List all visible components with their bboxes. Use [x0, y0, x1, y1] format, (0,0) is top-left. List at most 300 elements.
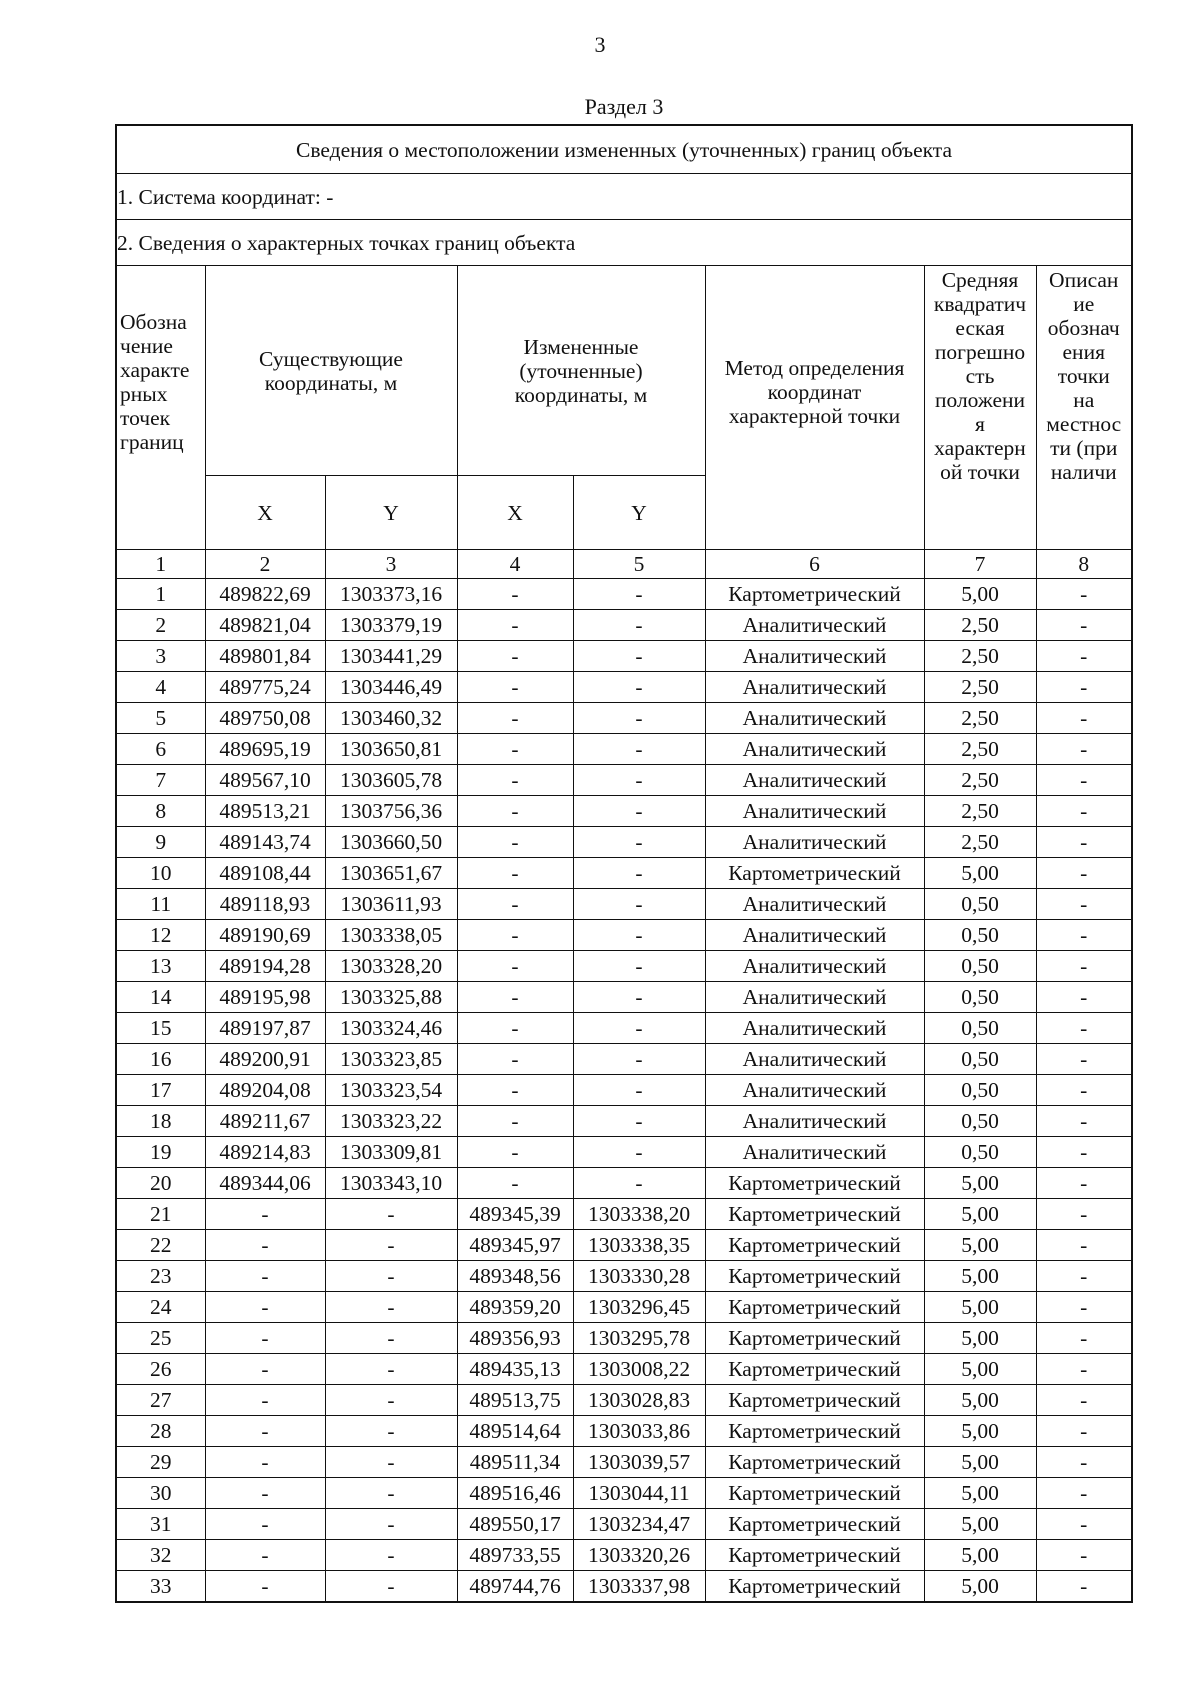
cell-method: Аналитический — [705, 951, 924, 982]
cell-point-number: 11 — [116, 889, 205, 920]
cell-changed-y: - — [573, 579, 705, 610]
cell-rms-error: 5,00 — [924, 1354, 1036, 1385]
header-line: (уточненные) — [519, 358, 643, 383]
cell-method: Аналитический — [705, 610, 924, 641]
cell-method: Картометрический — [705, 1509, 924, 1540]
cell-changed-y: - — [573, 610, 705, 641]
cell-changed-x: 489345,39 — [457, 1199, 573, 1230]
cell-existing-x: 489513,21 — [205, 796, 325, 827]
cell-point-number: 9 — [116, 827, 205, 858]
cell-point-number: 4 — [116, 672, 205, 703]
cell-description: - — [1036, 1571, 1132, 1603]
cell-rms-error: 5,00 — [924, 579, 1036, 610]
table-title: Сведения о местоположении измененных (уточненных) границ объекта — [116, 125, 1132, 174]
cell-existing-x: 489695,19 — [205, 734, 325, 765]
table-row — [116, 1137, 1132, 1168]
cell-rms-error: 0,50 — [924, 1106, 1036, 1137]
header-line: характе — [120, 358, 190, 382]
cell-point-number: 18 — [116, 1106, 205, 1137]
cell-changed-y: - — [573, 734, 705, 765]
cell-point-number: 27 — [116, 1385, 205, 1416]
cell-existing-x: 489775,24 — [205, 672, 325, 703]
table-row — [116, 610, 1132, 641]
cell-changed-x: - — [457, 1013, 573, 1044]
cell-point-number: 7 — [116, 765, 205, 796]
cell-method: Аналитический — [705, 1106, 924, 1137]
cell-method: Картометрический — [705, 1230, 924, 1261]
column-number: 7 — [924, 550, 1036, 579]
cell-description: - — [1036, 1199, 1132, 1230]
cell-changed-y: - — [573, 827, 705, 858]
cell-point-number: 33 — [116, 1571, 205, 1603]
cell-existing-y: 1303309,81 — [325, 1137, 457, 1168]
cell-changed-y: 1303330,28 — [573, 1261, 705, 1292]
cell-point-number: 6 — [116, 734, 205, 765]
cell-description: - — [1036, 641, 1132, 672]
cell-method: Аналитический — [705, 827, 924, 858]
cell-changed-y: - — [573, 1106, 705, 1137]
cell-changed-y: - — [573, 982, 705, 1013]
cell-existing-x: - — [205, 1478, 325, 1509]
header-line: положени — [934, 388, 1026, 412]
table-row — [116, 1075, 1132, 1106]
cell-existing-y: 1303323,85 — [325, 1044, 457, 1075]
table-row — [116, 982, 1132, 1013]
header-rms-error — [924, 266, 1036, 550]
cell-changed-y: 1303295,78 — [573, 1323, 705, 1354]
cell-rms-error: 2,50 — [924, 827, 1036, 858]
cell-changed-x: - — [457, 672, 573, 703]
cell-existing-x: - — [205, 1261, 325, 1292]
header-line: я — [975, 412, 985, 436]
cell-description: - — [1036, 579, 1132, 610]
cell-description: - — [1036, 1540, 1132, 1571]
header-line: рных — [120, 382, 168, 406]
cell-description: - — [1036, 1230, 1132, 1261]
cell-existing-y: - — [325, 1509, 457, 1540]
cell-changed-x: - — [457, 734, 573, 765]
cell-rms-error: 0,50 — [924, 920, 1036, 951]
cell-method: Аналитический — [705, 1013, 924, 1044]
table-row — [116, 765, 1132, 796]
header-changed-x: X — [457, 476, 573, 550]
header-line: координаты, м — [514, 382, 648, 407]
cell-changed-x: - — [457, 827, 573, 858]
cell-method: Аналитический — [705, 734, 924, 765]
cell-point-number: 16 — [116, 1044, 205, 1075]
cell-point-number: 13 — [116, 951, 205, 982]
cell-existing-y: - — [325, 1416, 457, 1447]
table-row — [116, 1478, 1132, 1509]
cell-method: Аналитический — [705, 1044, 924, 1075]
header-description — [1036, 266, 1132, 550]
cell-changed-y: 1303008,22 — [573, 1354, 705, 1385]
table-row — [116, 889, 1132, 920]
cell-rms-error: 5,00 — [924, 858, 1036, 889]
cell-changed-y: - — [573, 858, 705, 889]
cell-rms-error: 0,50 — [924, 982, 1036, 1013]
cell-method: Картометрический — [705, 1168, 924, 1199]
cell-changed-x: 489345,97 — [457, 1230, 573, 1261]
header-line: точек — [120, 406, 171, 430]
cell-method: Аналитический — [705, 796, 924, 827]
cell-method: Картометрический — [705, 1261, 924, 1292]
table-row — [116, 1199, 1132, 1230]
cell-method: Картометрический — [705, 1540, 924, 1571]
column-number: 1 — [116, 550, 205, 579]
cell-rms-error: 2,50 — [924, 796, 1036, 827]
cell-existing-y: 1303323,54 — [325, 1075, 457, 1106]
header-line: сть — [965, 364, 995, 388]
header-line: местнос — [1046, 412, 1122, 436]
page-number: 3 — [594, 32, 606, 57]
cell-point-number: 32 — [116, 1540, 205, 1571]
cell-point-number: 29 — [116, 1447, 205, 1478]
cell-description: - — [1036, 734, 1132, 765]
cell-changed-y: - — [573, 1075, 705, 1106]
cell-point-number: 5 — [116, 703, 205, 734]
cell-existing-x: 489194,28 — [205, 951, 325, 982]
cell-description: - — [1036, 920, 1132, 951]
cell-point-number: 3 — [116, 641, 205, 672]
cell-description: - — [1036, 1478, 1132, 1509]
cell-method: Аналитический — [705, 920, 924, 951]
cell-rms-error: 2,50 — [924, 610, 1036, 641]
cell-description: - — [1036, 1137, 1132, 1168]
cell-existing-x: - — [205, 1230, 325, 1261]
cell-rms-error: 5,00 — [924, 1385, 1036, 1416]
cell-method: Аналитический — [705, 1137, 924, 1168]
cell-existing-x: - — [205, 1354, 325, 1385]
cell-existing-x: 489211,67 — [205, 1106, 325, 1137]
cell-changed-x: 489516,46 — [457, 1478, 573, 1509]
cell-existing-y: - — [325, 1323, 457, 1354]
cell-rms-error: 5,00 — [924, 1447, 1036, 1478]
cell-changed-x: 489356,93 — [457, 1323, 573, 1354]
cell-existing-x: 489143,74 — [205, 827, 325, 858]
cell-changed-y: 1303296,45 — [573, 1292, 705, 1323]
cell-changed-x: - — [457, 1044, 573, 1075]
column-number: 8 — [1036, 550, 1132, 579]
cell-existing-y: 1303323,22 — [325, 1106, 457, 1137]
cell-description: - — [1036, 1509, 1132, 1540]
column-number: 3 — [325, 550, 457, 579]
table-row — [116, 1323, 1132, 1354]
cell-existing-y: 1303651,67 — [325, 858, 457, 889]
cell-description: - — [1036, 982, 1132, 1013]
cell-description: - — [1036, 858, 1132, 889]
cell-method: Картометрический — [705, 1478, 924, 1509]
cell-changed-y: 1303039,57 — [573, 1447, 705, 1478]
cell-method: Картометрический — [705, 1354, 924, 1385]
cell-rms-error: 0,50 — [924, 951, 1036, 982]
cell-method: Аналитический — [705, 765, 924, 796]
cell-point-number: 19 — [116, 1137, 205, 1168]
cell-point-number: 24 — [116, 1292, 205, 1323]
header-line: Обозна — [120, 310, 187, 334]
header-line: Описан — [1049, 268, 1119, 292]
header-line: ой точки — [940, 460, 1020, 484]
cell-method: Картометрический — [705, 1385, 924, 1416]
cell-point-number: 12 — [116, 920, 205, 951]
cell-description: - — [1036, 1385, 1132, 1416]
cell-rms-error: 0,50 — [924, 889, 1036, 920]
cell-changed-y: 1303234,47 — [573, 1509, 705, 1540]
column-number: 2 — [205, 550, 325, 579]
table-row — [116, 1509, 1132, 1540]
cell-changed-y: 1303337,98 — [573, 1571, 705, 1603]
table-row — [116, 641, 1132, 672]
cell-description: - — [1036, 827, 1132, 858]
header-existing-y: Y — [325, 476, 457, 550]
cell-existing-y: 1303441,29 — [325, 641, 457, 672]
cell-method: Картометрический — [705, 858, 924, 889]
cell-changed-x: 489513,75 — [457, 1385, 573, 1416]
cell-description: - — [1036, 1261, 1132, 1292]
cell-point-number: 31 — [116, 1509, 205, 1540]
cell-changed-x: - — [457, 1137, 573, 1168]
cell-changed-y: - — [573, 765, 705, 796]
cell-point-number: 15 — [116, 1013, 205, 1044]
cell-rms-error: 2,50 — [924, 734, 1036, 765]
cell-changed-y: - — [573, 796, 705, 827]
cell-rms-error: 5,00 — [924, 1199, 1036, 1230]
table-row — [116, 951, 1132, 982]
cell-existing-y: - — [325, 1540, 457, 1571]
cell-existing-x: 489190,69 — [205, 920, 325, 951]
header-changed-coords — [457, 266, 705, 476]
cell-existing-y: 1303611,93 — [325, 889, 457, 920]
table-row — [116, 1540, 1132, 1571]
cell-changed-x: - — [457, 951, 573, 982]
cell-rms-error: 0,50 — [924, 1013, 1036, 1044]
cell-changed-x: - — [457, 1075, 573, 1106]
header-line: Измененные — [523, 334, 639, 359]
cell-changed-y: - — [573, 951, 705, 982]
cell-changed-y: - — [573, 703, 705, 734]
header-line: точки — [1057, 364, 1110, 388]
cell-existing-x: 489214,83 — [205, 1137, 325, 1168]
table-row — [116, 827, 1132, 858]
cell-point-number: 30 — [116, 1478, 205, 1509]
section-title: Раздел 3 — [584, 94, 664, 119]
header-line: чение — [120, 334, 173, 358]
table-row — [116, 1416, 1132, 1447]
cell-existing-x: 489108,44 — [205, 858, 325, 889]
cell-point-number: 25 — [116, 1323, 205, 1354]
cell-changed-x: - — [457, 765, 573, 796]
cell-existing-y: 1303446,49 — [325, 672, 457, 703]
cell-changed-y: 1303044,11 — [573, 1478, 705, 1509]
cell-existing-y: - — [325, 1385, 457, 1416]
cell-method: Картометрический — [705, 1292, 924, 1323]
cell-changed-x: 489733,55 — [457, 1540, 573, 1571]
cell-method: Аналитический — [705, 889, 924, 920]
cell-changed-y: - — [573, 1044, 705, 1075]
cell-existing-y: 1303328,20 — [325, 951, 457, 982]
cell-existing-y: 1303605,78 — [325, 765, 457, 796]
cell-rms-error: 5,00 — [924, 1292, 1036, 1323]
cell-existing-y: 1303373,16 — [325, 579, 457, 610]
cell-rms-error: 5,00 — [924, 1509, 1036, 1540]
cell-existing-x: 489118,93 — [205, 889, 325, 920]
table-row — [116, 1292, 1132, 1323]
cell-point-number: 8 — [116, 796, 205, 827]
table-row — [116, 1168, 1132, 1199]
cell-changed-y: 1303033,86 — [573, 1416, 705, 1447]
cell-method: Картометрический — [705, 1447, 924, 1478]
table-row — [116, 734, 1132, 765]
cell-changed-y: - — [573, 641, 705, 672]
points-heading: 2. Сведения о характерных точках границ объекта — [116, 220, 1132, 266]
header-line: границ — [120, 430, 184, 454]
cell-description: - — [1036, 610, 1132, 641]
cell-rms-error: 0,50 — [924, 1137, 1036, 1168]
column-number: 5 — [573, 550, 705, 579]
cell-changed-y: - — [573, 889, 705, 920]
cell-changed-y: 1303338,20 — [573, 1199, 705, 1230]
cell-existing-y: 1303660,50 — [325, 827, 457, 858]
cell-changed-x: - — [457, 1168, 573, 1199]
cell-existing-x: - — [205, 1571, 325, 1603]
cell-method: Картометрический — [705, 1416, 924, 1447]
cell-changed-x: 489435,13 — [457, 1354, 573, 1385]
cell-method: Картометрический — [705, 579, 924, 610]
cell-existing-x: 489801,84 — [205, 641, 325, 672]
cell-method: Аналитический — [705, 703, 924, 734]
table-row — [116, 703, 1132, 734]
header-line: ти (при — [1050, 436, 1118, 460]
cell-changed-x: 489550,17 — [457, 1509, 573, 1540]
cell-changed-x: 489514,64 — [457, 1416, 573, 1447]
cell-existing-x: - — [205, 1540, 325, 1571]
cell-existing-x: 489197,87 — [205, 1013, 325, 1044]
cell-rms-error: 5,00 — [924, 1416, 1036, 1447]
cell-existing-y: - — [325, 1230, 457, 1261]
cell-point-number: 20 — [116, 1168, 205, 1199]
cell-description: - — [1036, 796, 1132, 827]
cell-description: - — [1036, 1106, 1132, 1137]
cell-existing-x: - — [205, 1292, 325, 1323]
table-row — [116, 1230, 1132, 1261]
cell-point-number: 28 — [116, 1416, 205, 1447]
column-number: 4 — [457, 550, 573, 579]
cell-rms-error: 2,50 — [924, 703, 1036, 734]
table-row — [116, 920, 1132, 951]
cell-rms-error: 5,00 — [924, 1230, 1036, 1261]
header-line: еская — [955, 316, 1005, 340]
header-line: квадратич — [933, 292, 1027, 316]
cell-method: Аналитический — [705, 982, 924, 1013]
cell-method: Картометрический — [705, 1571, 924, 1603]
cell-existing-y: 1303756,36 — [325, 796, 457, 827]
table-row — [116, 1044, 1132, 1075]
header-line: координаты, м — [264, 370, 398, 395]
cell-point-number: 1 — [116, 579, 205, 610]
cell-changed-y: - — [573, 920, 705, 951]
cell-point-number: 21 — [116, 1199, 205, 1230]
cell-point-number: 22 — [116, 1230, 205, 1261]
header-line: обознач — [1047, 316, 1120, 340]
cell-existing-y: 1303379,19 — [325, 610, 457, 641]
cell-changed-x: - — [457, 889, 573, 920]
cell-rms-error: 5,00 — [924, 1323, 1036, 1354]
cell-point-number: 14 — [116, 982, 205, 1013]
header-line: координат — [767, 380, 862, 404]
cell-changed-y: - — [573, 1137, 705, 1168]
cell-rms-error: 2,50 — [924, 641, 1036, 672]
cell-existing-y: - — [325, 1292, 457, 1323]
cell-changed-x: - — [457, 579, 573, 610]
table-row — [116, 1571, 1132, 1603]
cell-rms-error: 5,00 — [924, 1571, 1036, 1603]
table-row — [116, 796, 1132, 827]
cell-existing-x: 489750,08 — [205, 703, 325, 734]
cell-existing-y: 1303460,32 — [325, 703, 457, 734]
cell-rms-error: 0,50 — [924, 1075, 1036, 1106]
cell-existing-y: 1303324,46 — [325, 1013, 457, 1044]
cell-changed-x: - — [457, 703, 573, 734]
cell-existing-x: - — [205, 1199, 325, 1230]
cell-existing-y: - — [325, 1261, 457, 1292]
cell-changed-x: - — [457, 982, 573, 1013]
cell-description: - — [1036, 1013, 1132, 1044]
cell-description: - — [1036, 672, 1132, 703]
header-designation — [116, 266, 205, 550]
cell-existing-y: 1303338,05 — [325, 920, 457, 951]
header-line: Метод определения — [724, 356, 905, 380]
header-existing-coords — [205, 266, 457, 476]
cell-changed-x: 489348,56 — [457, 1261, 573, 1292]
header-line: Существующие — [259, 346, 403, 371]
cell-existing-x: 489204,08 — [205, 1075, 325, 1106]
cell-description: - — [1036, 889, 1132, 920]
cell-rms-error: 5,00 — [924, 1261, 1036, 1292]
table-row — [116, 1385, 1132, 1416]
cell-existing-y: 1303650,81 — [325, 734, 457, 765]
header-line: характерн — [934, 436, 1026, 460]
table-row — [116, 1013, 1132, 1044]
cell-existing-x: - — [205, 1447, 325, 1478]
cell-description: - — [1036, 1292, 1132, 1323]
cell-method: Картометрический — [705, 1199, 924, 1230]
table-row — [116, 858, 1132, 889]
cell-existing-x: - — [205, 1323, 325, 1354]
cell-description: - — [1036, 951, 1132, 982]
boundary-points-table — [115, 124, 1133, 1603]
cell-changed-y: 1303320,26 — [573, 1540, 705, 1571]
cell-existing-x: 489567,10 — [205, 765, 325, 796]
header-line: характерной точки — [728, 404, 901, 428]
cell-description: - — [1036, 703, 1132, 734]
cell-existing-x: 489821,04 — [205, 610, 325, 641]
cell-changed-x: 489511,34 — [457, 1447, 573, 1478]
cell-changed-x: - — [457, 610, 573, 641]
header-line: погрешно — [934, 340, 1026, 364]
cell-existing-y: - — [325, 1199, 457, 1230]
cell-existing-y: - — [325, 1354, 457, 1385]
cell-rms-error: 2,50 — [924, 765, 1036, 796]
column-number: 6 — [705, 550, 924, 579]
cell-existing-x: 489200,91 — [205, 1044, 325, 1075]
cell-changed-y: - — [573, 1168, 705, 1199]
cell-method: Аналитический — [705, 672, 924, 703]
cell-point-number: 23 — [116, 1261, 205, 1292]
cell-changed-y: - — [573, 672, 705, 703]
column-number-row — [116, 550, 1132, 579]
cell-changed-x: - — [457, 796, 573, 827]
cell-description: - — [1036, 1075, 1132, 1106]
